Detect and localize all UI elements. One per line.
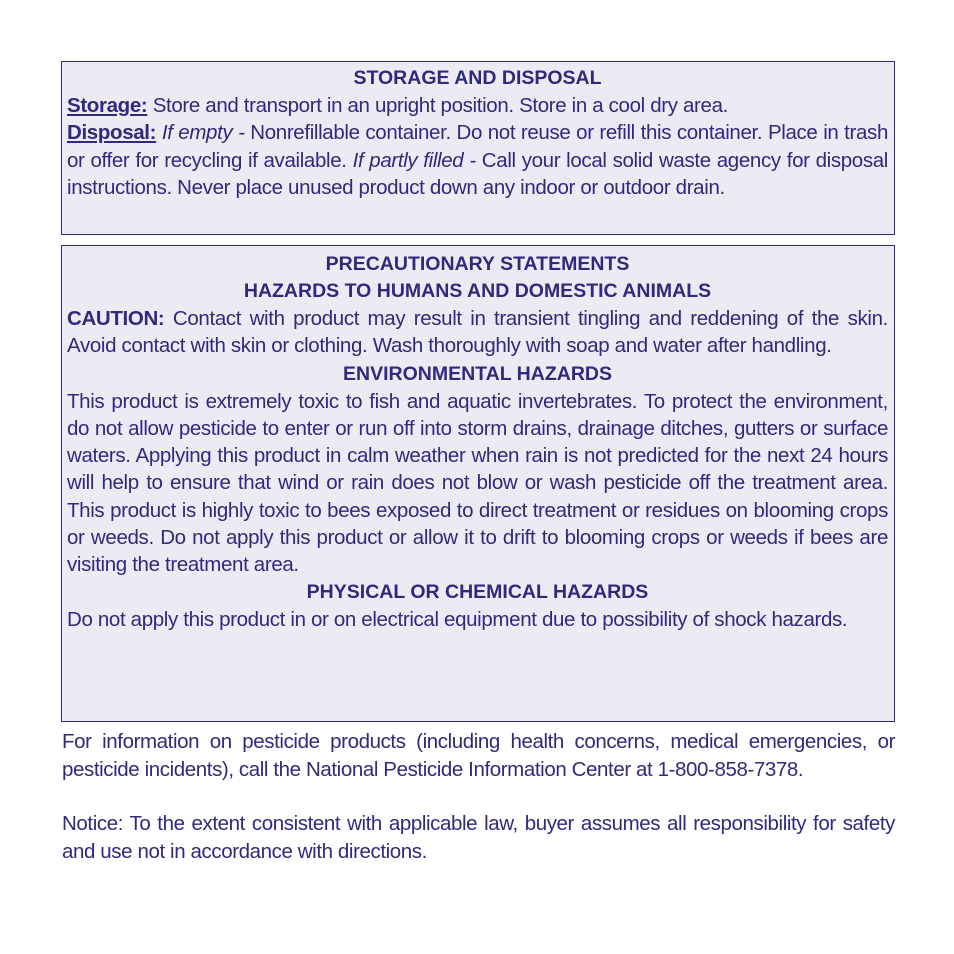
caution-label: CAUTION: [67,307,165,330]
caution-text: Contact with product may result in transient tingling and reddening of the skin. Avoid contact with skin or clothing. Wash thoroughly with soap and water after handling. [67,307,888,358]
pesticide-label [61,61,895,865]
storage-disposal-heading: STORAGE AND DISPOSAL [353,67,602,89]
physical-chemical-paragraph: Do not apply this product in or on electrical equipment due to possibility of shock hazards. [67,607,848,631]
storage-text: Store and transport in an upright position. Store in a cool dry area. [147,94,728,117]
disposal-paragraph [67,119,888,201]
storage-paragraph [67,92,888,119]
precautionary-heading: PRECAUTIONARY STATEMENTS [325,253,630,275]
empty-text: Nonrefillable container. Do not reuse or refill this container. Place in trash or offer for recycling if available. [67,121,888,172]
if-empty-label: If empty - [161,121,245,145]
hazards-humans-heading: HAZARDS TO HUMANS AND DOMESTIC ANIMALS [243,280,712,302]
notice-paragraph: Notice: To the extent consistent with applicable law, buyer assumes all responsibility for safety and use not in accordance with directions. [62,812,895,863]
caution-paragraph [67,305,888,360]
precautionary-box [61,245,895,722]
pesticide-info-paragraph: For information on pesticide products (including health concerns, medical emergencies, or pesticide incidents), call the National Pesticide Information Center at 1-800-858-7378. [62,730,895,781]
physical-chemical-heading: PHYSICAL OR CHEMICAL HAZARDS [306,580,649,603]
storage-label: Storage: [67,94,148,117]
disposal-label: Disposal: [67,121,157,145]
environmental-heading: ENVIRONMENTAL HAZARDS [342,362,613,385]
if-partly-filled-label: If partly filled - [352,148,476,172]
environmental-paragraph: This product is extremely toxic to fish and aquatic invertebrates. To protect the environment, do not allow pesticide to enter or run off into storm drains, drainage ditches, gutters or surface waters. Applying this product in calm weather when rain is not predicted for the next 24 hours will help to ensure that wind or rain does not blow or wash pesticide off the treatment area. This product is highly toxic to bees exposed to direct treatment or residues on blooming crops or weeds. Do not apply this product or allow it to drift to blooming crops or weeds if bees are visiting the treatment area. [67,389,888,577]
storage-disposal-box [61,61,895,235]
partly-filled-text: Call your local solid waste agency for disposal instructions. Never place unused product down any indoor or outdoor drain. [67,148,889,199]
